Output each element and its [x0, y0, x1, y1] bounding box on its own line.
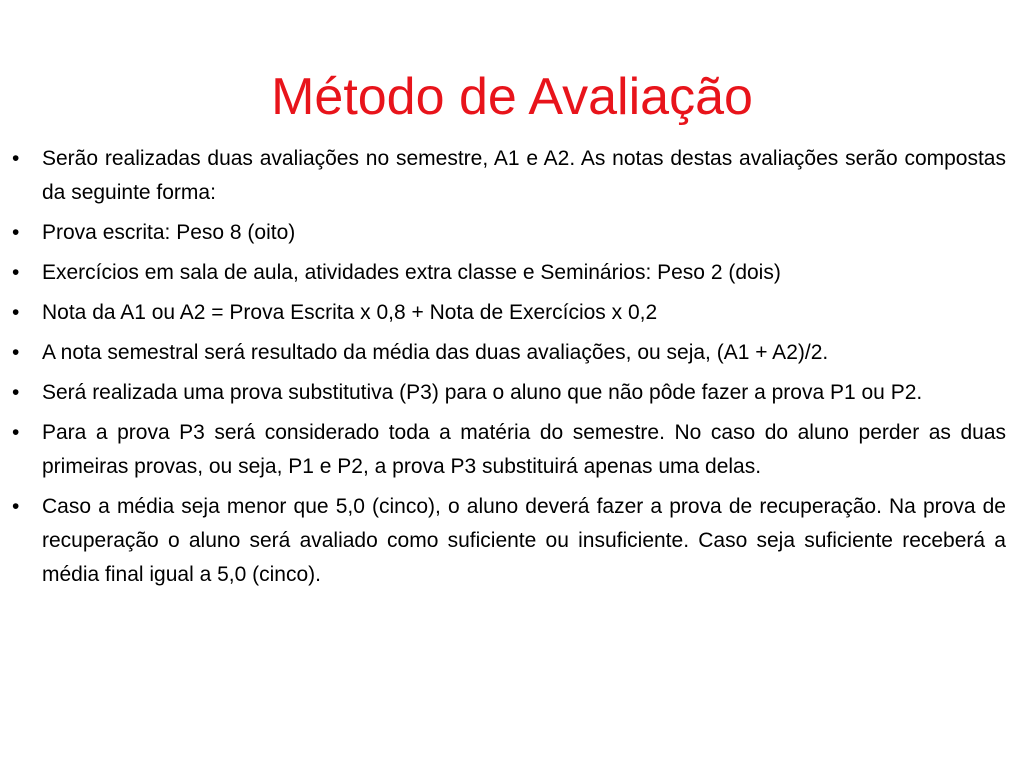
- bullet-icon: •: [12, 301, 20, 324]
- bullet-item: [12, 416, 1006, 484]
- bullet-item: [12, 376, 1006, 410]
- bullet-icon: •: [12, 261, 20, 284]
- bullet-icon: •: [12, 147, 20, 170]
- bullet-text: Caso a média seja menor que 5,0 (cinco), o aluno deverá fazer a prova de recuperação. Na prova de recuperação o aluno será avaliado como suficiente ou insuficiente. Caso seja suficiente receberá a média final igual a 5,0 (cinco).: [42, 495, 1006, 586]
- bullet-text: Exercícios em sala de aula, atividades extra classe e Seminários: Peso 2 (dois): [42, 261, 781, 284]
- bullet-icon: •: [12, 421, 20, 444]
- bullet-icon: •: [12, 341, 20, 364]
- bullet-text: A nota semestral será resultado da média das duas avaliações, ou seja, (A1 + A2)/2.: [42, 341, 829, 364]
- bullet-text: Prova escrita: Peso 8 (oito): [42, 221, 296, 244]
- bullet-item: [12, 336, 1006, 370]
- bullet-text: Para a prova P3 será considerado toda a matéria do semestre. No caso do aluno perder as duas primeiras provas, ou seja, P1 e P2, a prova P3 substituirá apenas uma delas.: [42, 421, 1006, 478]
- bullet-item: [12, 296, 1006, 330]
- bullet-icon: •: [12, 221, 20, 244]
- bullet-item: [12, 216, 1006, 250]
- bullet-text: Nota da A1 ou A2 = Prova Escrita x 0,8 + Nota de Exercícios x 0,2: [42, 301, 658, 324]
- bullet-text: Serão realizadas duas avaliações no semestre, A1 e A2. As notas destas avaliações serão compostas da seguinte forma:: [42, 147, 1006, 204]
- bullet-item: [12, 256, 1006, 290]
- bullet-icon: •: [12, 495, 20, 518]
- bullet-list: [12, 142, 1006, 598]
- bullet-icon: •: [12, 381, 20, 404]
- bullet-item: [12, 490, 1006, 592]
- bullet-item: [12, 142, 1006, 210]
- slide-title: Método de Avaliação: [271, 68, 753, 126]
- bullet-text: Será realizada uma prova substitutiva (P3) para o aluno que não pôde fazer a prova P1 ou P2.: [42, 381, 923, 404]
